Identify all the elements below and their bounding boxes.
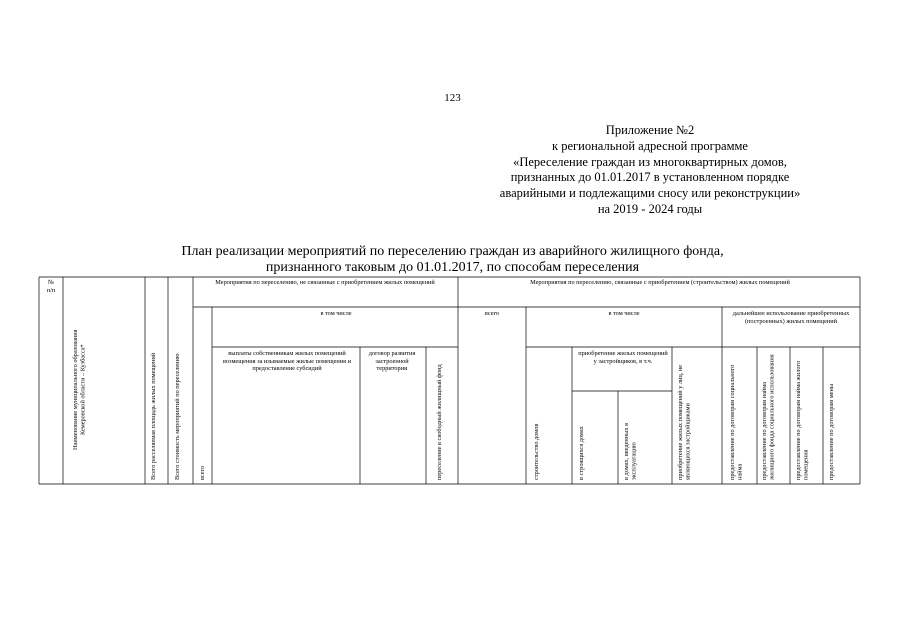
purchase-developers-header: приобретение жилых помещений у застройщиков, в т.ч. <box>578 350 668 365</box>
in-commissioned-houses-header: в домах, введенных в эксплуатацию <box>623 422 638 480</box>
total-1-header: всего <box>199 465 206 480</box>
col-municipality-header: Наименование муниципального образования Кемеровской области – Кузбасса* <box>72 329 87 451</box>
incl-2-header: в том числе <box>608 310 640 317</box>
plan-title-line-2: признанного таковым до 01.01.2017, по способам переселения <box>265 260 640 275</box>
appendix-line: «Переселение граждан из многоквартирных домов, <box>513 154 787 169</box>
total-2-header: всего <box>484 310 500 317</box>
col-cost-header: Всего стоимость мероприятий по переселению <box>174 353 181 480</box>
appendix-line: аварийными и подлежащими сносу или реконструкции» <box>499 186 801 201</box>
social-rent-header: предоставление по договорам социального найма <box>729 364 744 480</box>
housing-rent-header: предоставление по договорам найма жилого помещения <box>795 360 810 480</box>
appendix-line: Приложение №2 <box>605 123 695 137</box>
agreement-header: договор развития застроенной территории <box>368 350 416 373</box>
incl-1-header: в том числе <box>320 310 352 317</box>
col-number-header: № п/п <box>46 279 56 294</box>
construction-header: строительство домов <box>533 423 540 480</box>
from-non-developers-header: приобретение жилых помещений у лиц, не являющихся застройщиками <box>677 364 692 480</box>
exchange-header: предоставление по договорам мены <box>828 383 835 480</box>
appendix-line: к региональной адресной программе <box>552 138 748 153</box>
social-fund-rent-header: предоставление по договорам найма жилищного фонда социального использования <box>761 354 776 480</box>
plan-title-line-1: План реализации мероприятий по переселению граждан из аварийного жилищного фонда, <box>181 244 724 259</box>
payments-header: выплаты собственникам жилых помещений возмещения за изымаемые жилые помещения и предоставление субсидий <box>222 350 352 373</box>
appendix-line: признанных до 01.01.2017 в установленном порядке <box>510 170 790 185</box>
further-use-header: дальнейшее использование приобретенных (построенных) жилых помещений <box>732 310 850 325</box>
in-built-houses-header: в строящихся домах <box>578 426 585 480</box>
page-number: 123 <box>444 92 461 104</box>
vacant-fund-header: переселение в свободный жилищный фонд <box>436 364 443 480</box>
appendix-line: на 2019 - 2024 годы <box>597 201 703 216</box>
group-related-header: Мероприятия по переселению, связанные с приобретением (строительством) жилых помещений <box>530 279 790 286</box>
col-area-header: Всего расселяемая площадь жилых помещений <box>150 352 157 480</box>
group-not-related-header: Мероприятия по переселению, не связанные с приобретением жилых помещений <box>215 279 435 286</box>
